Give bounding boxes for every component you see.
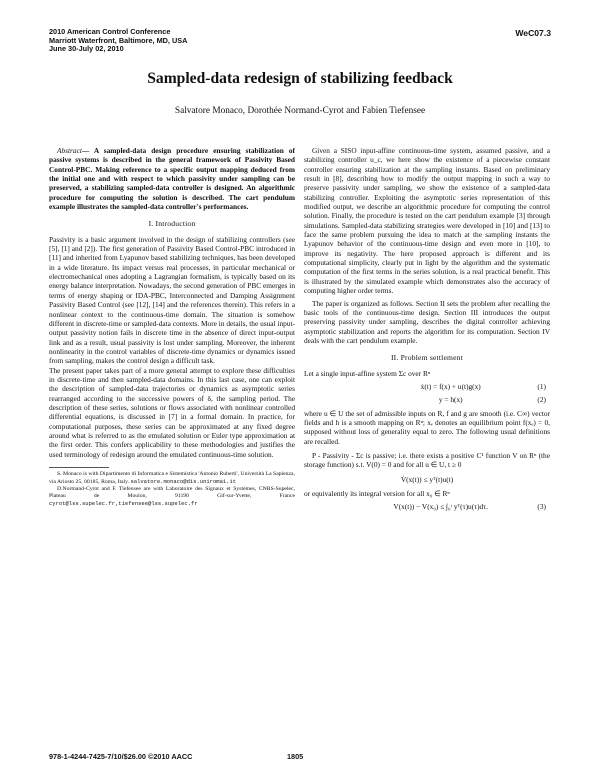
paper-title: Sampled-data redesign of stabilizing feedback	[147, 70, 453, 87]
equation-2-number: (2)	[537, 395, 546, 405]
right-column	[304, 146, 550, 516]
footnote-2-text: D.Normand-Cyrot and F. Tiefensee are with Laboratoire des Signaux et Systèmes, CNRS-Supelec, Plateau de Moulon, 91190 Gif-sur-Yvette, France	[49, 486, 295, 499]
footer-isbn: 978-1-4244-7425-7/10/$26.00 ©2010 AACC	[49, 752, 193, 761]
section-heading-introduction: I. Introduction	[148, 219, 196, 229]
equation-2	[304, 395, 550, 404]
equation-3-body: V(x(t)) − V(x₀) ≤ ∫₀ᵗ yᵀ(τ)u(τ)dτ.	[393, 502, 488, 512]
abstract-label: Abstract	[57, 146, 82, 155]
footnote-1	[49, 471, 295, 486]
left-column	[49, 146, 295, 508]
section-heading-problem: II. Problem settlement	[390, 353, 464, 363]
footnote-2-email[interactable]: cyrot@lss.supelec.fr,tiefensee@lss.supelec.fr	[49, 500, 198, 507]
equation-passivity: V̇(x(t)) ≤ yᵀ(t)u(t)	[400, 474, 454, 484]
footnote-rule	[49, 467, 109, 468]
conference-header	[49, 28, 187, 54]
equation-1-number: (1)	[537, 381, 546, 391]
footnote-1-email[interactable]: salvatore.monaco@dis.uniroma1.it	[130, 478, 237, 485]
right-paragraph-5: P - Passivity - Σc is passive; i.e. there exists a positive C¹ function V on Rⁿ (the storage function) s.t. V(0) = 0 and for all u ∈ U, t ≥ 0	[304, 450, 550, 470]
conference-name: 2010 American Control Conference	[49, 27, 171, 36]
paper-authors: Salvatore Monaco, Dorothée Normand-Cyrot and Fabien Tiefensee	[174, 106, 426, 116]
abstract	[49, 146, 295, 211]
session-id: WeC07.3	[515, 28, 551, 38]
equation-1-body: ẋ(t) = f(x) + u(t)g(x)	[420, 381, 481, 391]
footnote-2	[49, 486, 295, 508]
right-paragraph-4: where u ∈ U the set of admissible inputs on R, f and g are smooth (i.e. C∞) vector fields and h is a smooth mapping on Rⁿ; xₑ denotes an equilibrium point f(xₑ) = 0, supposed without loss of generality equal to zero. The following usual definitions are recalled.	[304, 408, 550, 446]
right-paragraph-2: The paper is organized as follows. Section II sets the problem after recalling the basic tools of the continuous-time design. Section III introduces the output preserving passivity under sampling, describes the digital controller achieving asymptotic stabilization and reports the algorithm for its computation. Section IV deals with the cart pendulum example.	[304, 298, 550, 345]
equation-1	[304, 382, 550, 391]
right-paragraph-6: or equivalently its integral version for all x₀ ∈ Rⁿ	[304, 489, 450, 498]
right-paragraph-1: Given a SISO input-affine continuous-time system, assumed passive, and a stabilizing controller u_c, we here show the existence of a piecewise constant controller ensuring stabilization at the sampling instants. Based on preliminary result in [8], describing how to modify the output mapping in such a way to preserve passivity under sampling, we show the existence of a sampled-data stabilizing controller. Exploiting the asymptotic series representation of this modified output, we describe an algorithmic procedure for computing the control solution. Finally, the procedure is tested on the cart pendulum example [3] through simulations. Sampled-data stabilizing strategies were developed in [10] and [13] to face the same problem pursuing the idea to match at the sampling instants the Lyapunov behavior of the continuous-time design and even more in [10], to improve its negativity. The here proposed approach is different and its computational simplicity, clearly put in light by the algorithm and the systematic computation of the first terms in the series solution, is a real practical benefit. This is illustrated by the simulated example which demonstrates also the accuracy of computing higher order terms.	[304, 146, 550, 296]
equation-2-body: y = h(x)	[438, 395, 463, 405]
footnote-1-text: S. Monaco is with Dipartimento di Informatica e Sistemistica 'Antonio Ruberti', Università La Sapienza, via Ariosto 25, 00185, Roma, Italy.	[49, 471, 295, 485]
intro-paragraph-1: Passivity is a basic argument involved in the design of stabilizing controllers (see [5], [1] and [2]). The first generation of Passivity Based Control-PBC introduced in [11] and inherited from Lyapunov based stabilizing techniques, has been developed in a wide literature. Its impact versus real processes, in particular mechanical or electromechanical ones adopting a Lagrangian formalism, is typically based on its energy balance interpretation. Nowadays, the second generation of PBC emerges in terms of energy shaping or IDA-PBC, Interconnected and Damping Assignment Passivity Based Control (see [12], [14] and the references therein). This refers in a nonlinear context to the continuous-time domain. The situation is somehow different in discrete-time or sampled-data contexts. More in details, the usual input-output passivity notion fails in discrete time in the absence of direct input-output link and as a result, usual passivity is lost under sampling. Moreover, the inherent nonlinearity in the control variables of discrete-time dynamics or dynamics issued from sampling, makes the control design a difficult task.	[49, 234, 295, 366]
conference-dates: June 30-July 02, 2010	[49, 44, 124, 54]
abstract-text: — A sampled-data design procedure ensuring stabilization of passive systems is described in the general framework of Passivity Based Control-PBC. Making reference to a specific output mapping deduced from the initial one and with respect to which passivity under sampling can be preserved, a stabilizing sampled-data controller is designed. An algorithmic procedure for computing the solution is described. The cart pendulum example illustrates the sampled-data controller's performances.	[49, 146, 295, 212]
equation-3	[304, 502, 550, 511]
right-paragraph-3: Let a single input-affine system Σc over Rⁿ	[304, 368, 431, 378]
intro-paragraph-2: The present paper takes part of a more general attempt to explore these difficulties in discrete-time and then sampled-data domains. In this last case, one can exploit the description of sampled-data trajectories or dynamics as asymptotic series rearranged according to the successive powers of δ, the sampling period. The description of these series, solutions or flows associated with nonlinear controlled differential equations, is discussed in [7] in a formal domain. In practice, for computational purposes, these series can be approximated at any fixed degree around what is referred to as the emulated solution or Euler type approximation at the first order. This confers applicability to these methodologies and justifies the used terminology of redesign around the emulated continuous-time solution.	[49, 365, 295, 459]
equation-3-number: (3)	[537, 502, 546, 512]
conference-venue: Marriott Waterfront, Baltimore, MD, USA	[49, 35, 188, 45]
footer-page-number: 1805	[287, 752, 304, 761]
